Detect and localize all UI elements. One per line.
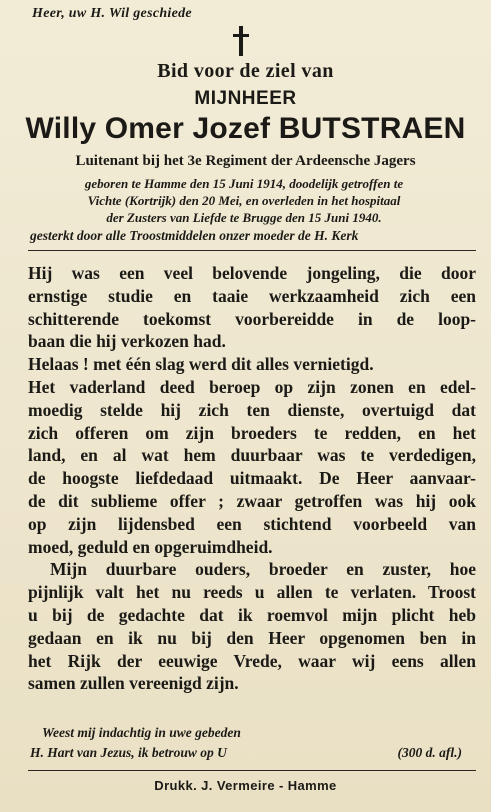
eulogy-line: Het vaderland deed beroep op zijn zonen en edel-	[28, 376, 476, 397]
biography-line: geboren te Hamme den 15 Juni 1914, doodelijk getroffen te	[84, 176, 404, 191]
eulogy-line: Helaas ! met één slag werd dit alles vernietigd.	[28, 354, 374, 375]
honorific-title: MIJNHEER	[194, 88, 297, 109]
biography-line: Vichte (Kortrijk) den 20 Mei, en overleden in het hospitaal	[87, 193, 401, 208]
eulogy-text	[28, 262, 476, 695]
eulogy-line: de dit sublieme offer ; zwaar getroffen was hij ook	[28, 490, 476, 511]
eulogy-line: baan die hij verkozen had.	[28, 331, 226, 352]
prayer-request: Bid voor de ziel van	[157, 60, 334, 82]
deceased-name: Willy Omer Jozef BUTSTRAEN	[25, 112, 466, 145]
indulgence-note: (300 d. afl.)	[397, 745, 462, 760]
biography-line: der Zusters van Liefde te Brugge den 15 Juni 1940.	[106, 210, 382, 225]
motto: Heer, uw H. Wil geschiede	[32, 6, 192, 21]
divider	[28, 250, 476, 251]
closing-prayer	[30, 723, 462, 763]
eulogy-line: gedaan en ik nu bij den Heer opgenomen ben in	[28, 627, 476, 648]
eulogy-line: de hoogste liefdedaad uitmaakt. De Heer aanvaar-	[28, 468, 476, 489]
printer-credit: Drukk. J. Vermeire - Hamme	[154, 778, 337, 793]
eulogy-line: moed, geduld en opgeruimdheid.	[28, 536, 273, 557]
eulogy-line: moedig stelde hij zich ten dienste, overtuigd dat	[28, 399, 476, 420]
prayer-line: Weest mij indachtig in uwe gebeden	[42, 725, 241, 740]
eulogy-line: u bij de gedachte dat ik roemvol mijn plicht heb	[28, 604, 476, 625]
cross-icon	[232, 26, 250, 56]
eulogy-line: pijnlijk valt het nu reeds u allen te verlaten. Troost	[28, 582, 476, 603]
prayer-line: H. Hart van Jezus, ik betrouw op U	[30, 745, 227, 760]
eulogy-line: samen zullen vereenigd zijn.	[28, 673, 239, 694]
eulogy-line: Hij was een veel belovende jongeling, die door	[28, 263, 476, 283]
eulogy-line: zich offeren om zijn broeders te redden, en het	[28, 422, 476, 443]
eulogy-line: land, en al wat hem duurbaar was te verdedigen,	[28, 445, 476, 466]
eulogy-line: het Rijk der eeuwige Vrede, waar wij eens allen	[28, 650, 476, 671]
sacraments-note: gesterkt door alle Troostmiddelen onzer moeder de H. Kerk	[30, 228, 359, 243]
eulogy-line: Mijn duurbare ouders, broeder en zuster, hoe	[50, 559, 476, 580]
divider	[28, 770, 476, 771]
eulogy-line: ernstige studie en taaie werkzaamheid zich een	[28, 285, 476, 306]
eulogy-line: schitterende toekomst voorbereidde in de loop-	[28, 308, 476, 329]
biography	[30, 175, 458, 226]
military-rank: Luitenant bij het 3e Regiment der Ardeensche Jagers	[75, 153, 416, 169]
eulogy-line: op zijn lijdensbed een stichtend voorbeeld van	[28, 513, 476, 534]
